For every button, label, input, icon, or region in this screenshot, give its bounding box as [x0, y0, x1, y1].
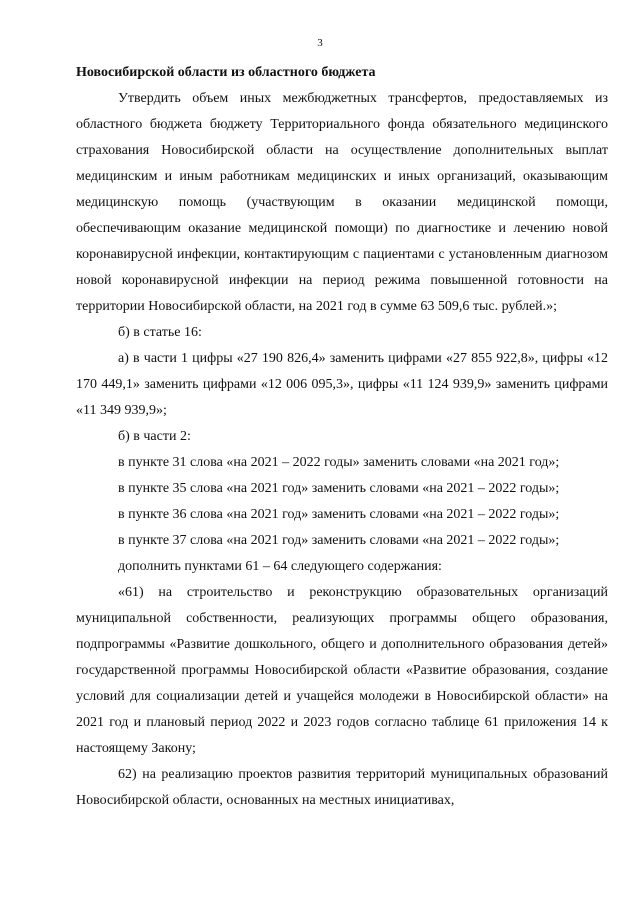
paragraph-item-36: в пункте 36 слова «на 2021 год» заменить словами «на 2021 – 2022 годы»; — [118, 507, 560, 522]
paragraph-item-61: «61) на строительство и реконструкцию образовательных организаций муниципальной собственности, реализующих программы общего образования, подпрограммы «Развитие дошкольного, общего и дополнительного образования детей» государственной программы Новосибирской области «Развитие образования, создание условий для социализации детей и учащейся молодежи в Новосибирской области» на 2021 год и плановый период 2022 и 2023 годов согласно таблице 61 приложения 14 к настоящему Закону; — [76, 585, 608, 756]
document-body — [76, 60, 608, 814]
paragraph-item-62: 62) на реализацию проектов развития территорий муниципальных образований Новосибирской области, основанных на местных инициативах, — [76, 767, 608, 808]
paragraph-part-1-figures: а) в части 1 цифры «27 190 826,4» заменить цифрами «27 855 922,8», цифры «12 170 449,1» заменить цифрами «12 006 095,3», цифры «11 124 939,9» заменить цифрами «11 349 939,9»; — [76, 351, 608, 418]
paragraph-add-items: дополнить пунктами 61 – 64 следующего содержания: — [118, 559, 442, 574]
paragraph-article-16: б) в статье 16: — [118, 325, 202, 340]
paragraph-item-35: в пункте 35 слова «на 2021 год» заменить словами «на 2021 – 2022 годы»; — [118, 481, 560, 496]
page-number: 3 — [317, 37, 323, 49]
paragraph-part-2: б) в части 2: — [118, 429, 191, 444]
paragraph-item-37: в пункте 37 слова «на 2021 год» заменить словами «на 2021 – 2022 годы»; — [118, 533, 560, 548]
section-heading-continuation: Новосибирской области из областного бюджета — [76, 65, 376, 80]
paragraph-item-31: в пункте 31 слова «на 2021 – 2022 годы» заменить словами «на 2021 год»; — [118, 455, 560, 470]
paragraph-approve-transfers: Утвердить объем иных межбюджетных трансфертов, предоставляемых из областного бюджета бюджету Территориального фонда обязательного медицинского страхования Новосибирской области на осуществление дополнительных выплат медицинским и иным работникам медицинских и иных организаций, оказывающим медицинскую помощь (участвующим в оказании медицинской помощи, обеспечивающим оказание медицинской помощи) по диагностике и лечению новой коронавирусной инфекции, контактирующим с пациентами с установленным диагнозом новой коронавирусной инфекции на период режима повышенной готовности на территории Новосибирской области, на 2021 год в сумме 63 509,6 тыс. рублей.»; — [76, 91, 608, 314]
